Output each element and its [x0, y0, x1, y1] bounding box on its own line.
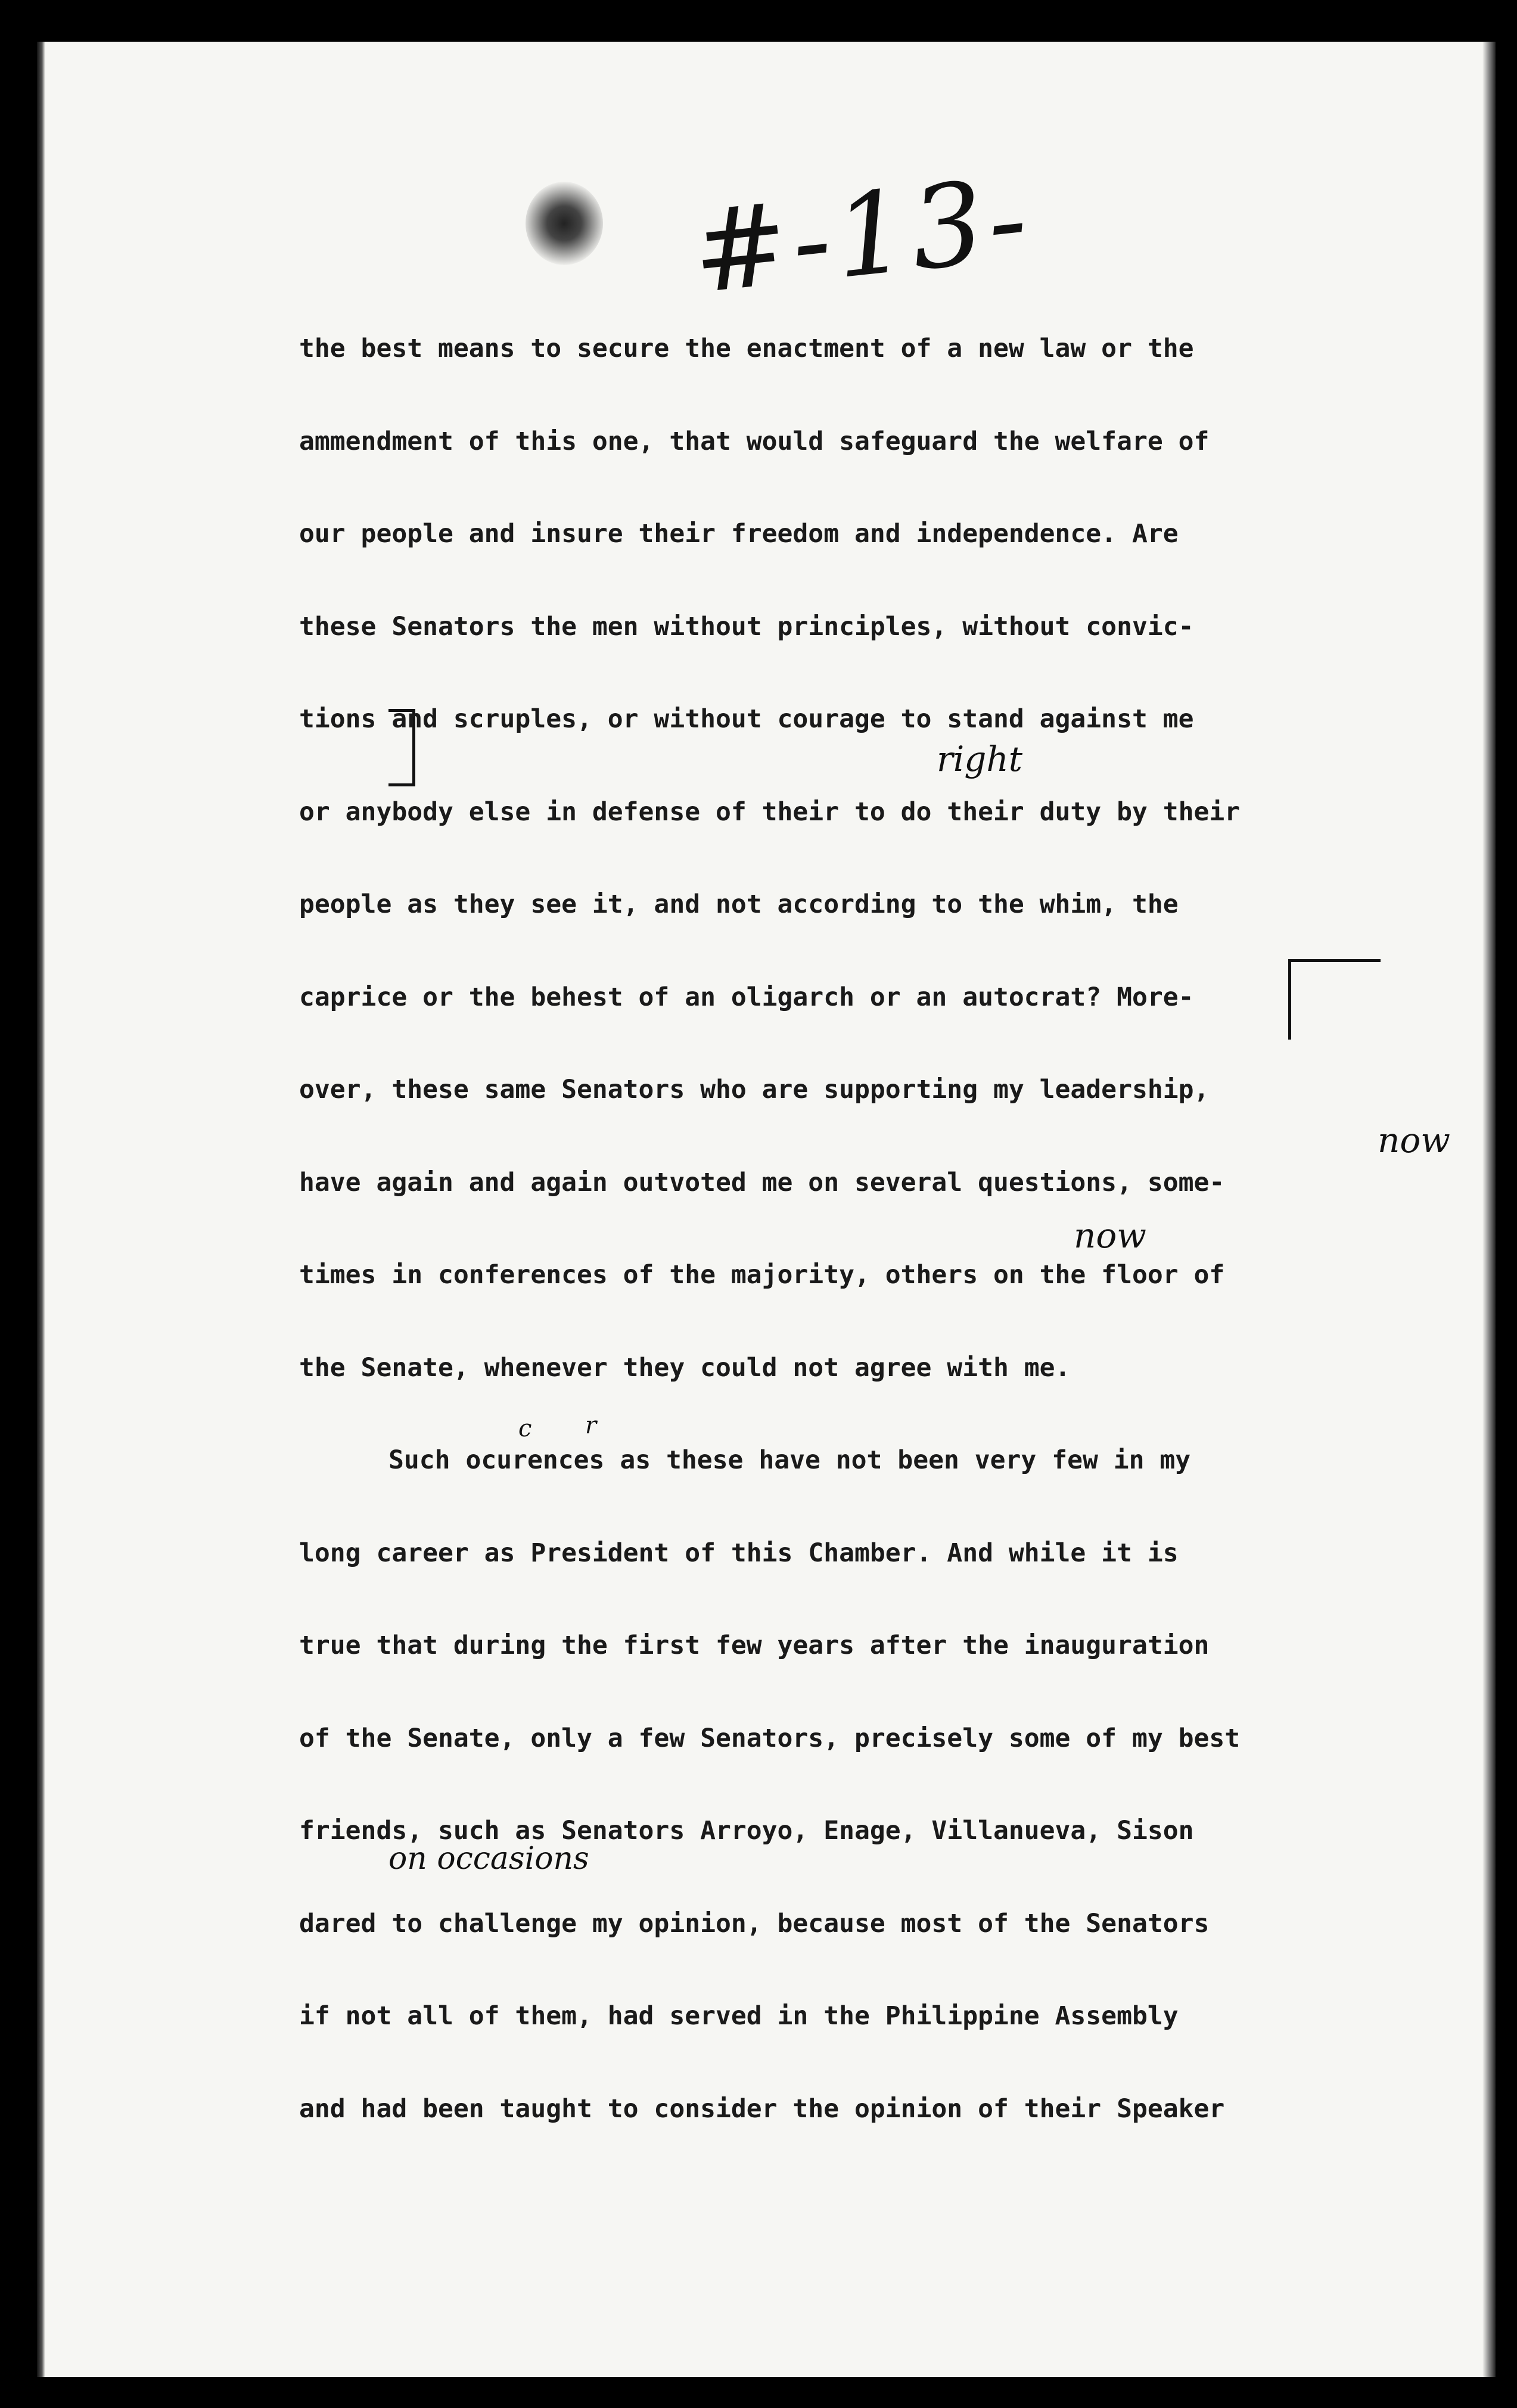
page-number: #-13-: [686, 152, 1038, 319]
handwritten-insert-r: r: [585, 1412, 597, 1439]
text-line: people as they see it, and not according to the whim, the: [299, 889, 1179, 919]
typed-text-body: [299, 328, 1449, 2180]
text-line: have again and again outvoted me on several questions, some-: [299, 1167, 1225, 1197]
text-line: over, these same Senators who are supporting my leadership,: [299, 1075, 1210, 1105]
text-line: the best means to secure the enactment of a new law or the: [299, 334, 1194, 363]
text-line: caprice or the behest of an oligarch or an autocrat? More-: [299, 982, 1194, 1012]
handwritten-insert-now-1: now: [1378, 1120, 1450, 1161]
text-line: true that during the first few years after the inauguration: [299, 1631, 1210, 1660]
text-line: and had been taught to consider the opinion of their Speaker: [299, 2093, 1225, 2124]
handwritten-insert-right: right: [937, 739, 1023, 779]
text-line: times in conferences of the majority, others on the floor of: [299, 1260, 1225, 1290]
text-line: long career as President of this Chamber. And while it is: [299, 1538, 1179, 1568]
text-line: the Senate, whenever they could not agree with me.: [299, 1352, 1071, 1383]
text-line: friends, such as Senators Arroyo, Enage, Villanueva, Sison: [299, 1816, 1194, 1846]
document-page: [37, 42, 1496, 2377]
text-line: Such ocurences as these have not been very few in my: [388, 1445, 1191, 1475]
ink-smudge: [526, 182, 603, 265]
text-line: of the Senate, only a few Senators, precisely some of my best: [299, 1723, 1241, 1753]
text-line: these Senators the men without principles, without convic-: [299, 611, 1194, 642]
handwritten-insert-now-2: now: [1074, 1215, 1146, 1256]
text-line: tions and scruples, or without courage to stand against me: [299, 704, 1194, 734]
text-line: dared to challenge my opinion, because most of the Senators: [299, 1908, 1210, 1939]
text-line: ammendment of this one, that would safeguard the welfare of: [299, 426, 1210, 456]
handwritten-insert-on-occasions: on occasions: [388, 1841, 589, 1877]
handwritten-insert-c: c: [518, 1415, 532, 1442]
text-line: or anybody else in defense of their to do their duty by their: [299, 797, 1241, 827]
text-line: our people and insure their freedom and independence. Are: [299, 519, 1179, 549]
text-line: if not all of them, had served in the Philippine Assembly: [299, 2001, 1179, 2031]
